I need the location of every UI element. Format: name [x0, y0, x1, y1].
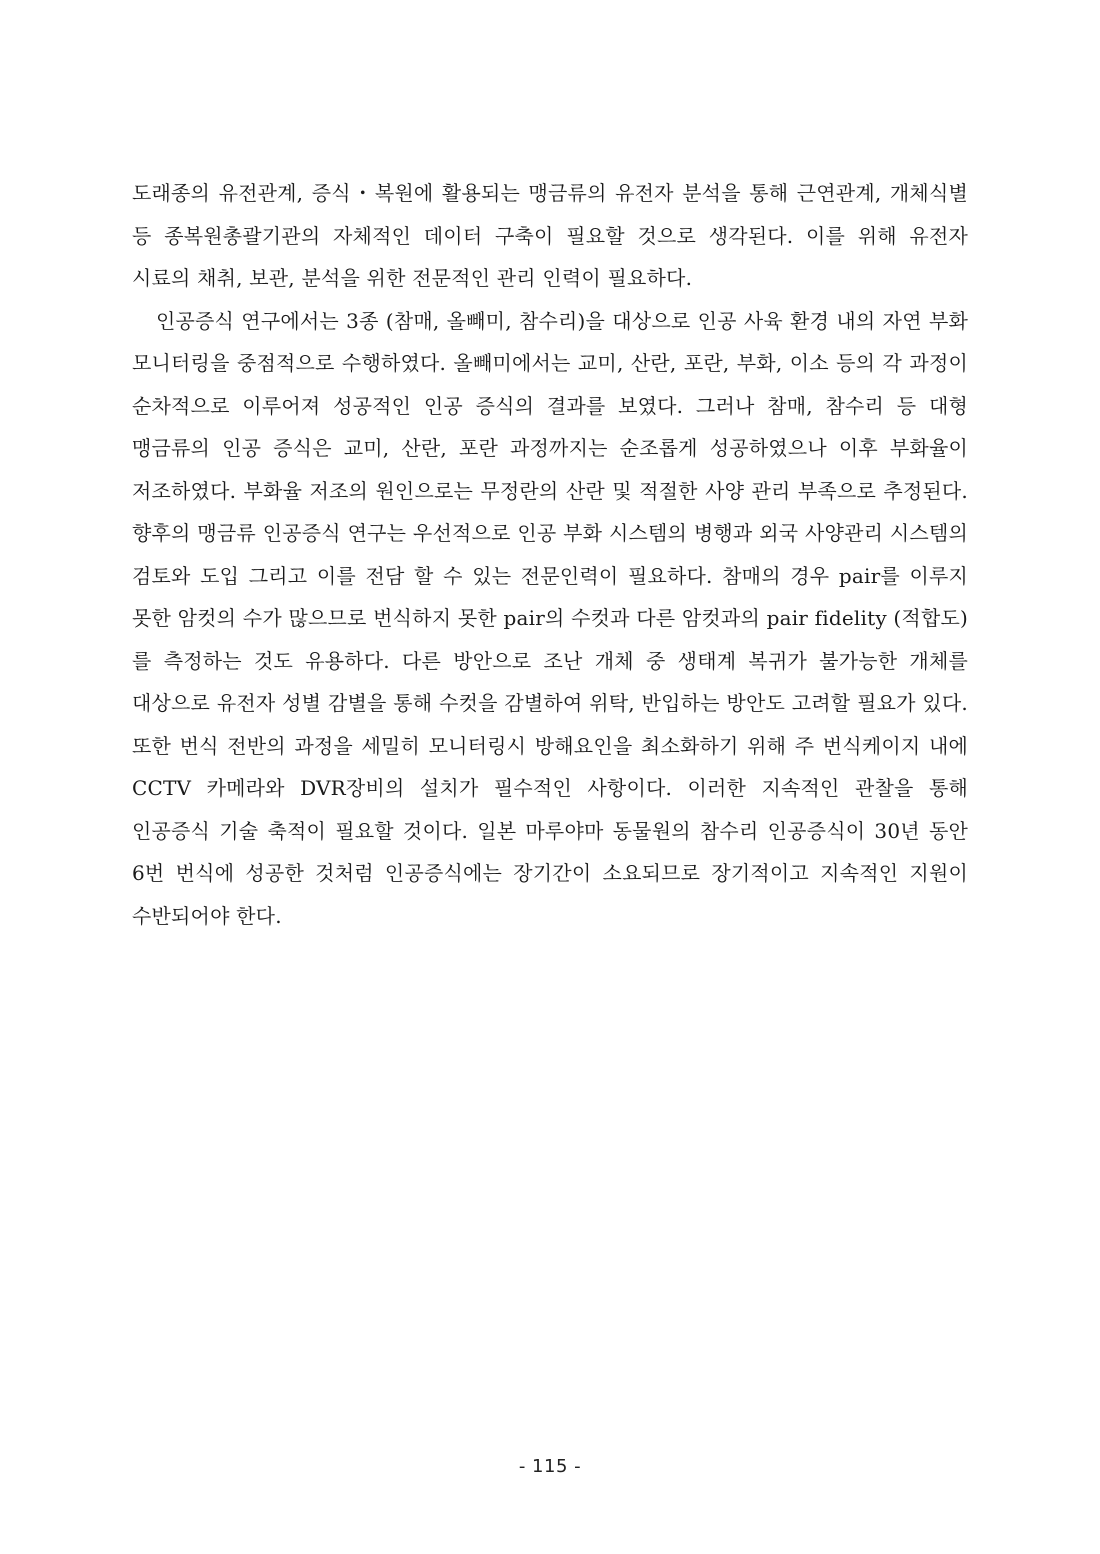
- page-body: [132, 172, 968, 937]
- body-paragraph: 도래종의 유전관계, 증식・복원에 활용되는 맹금류의 유전자 분석을 통해 근연관계, 개체식별 등 종복원총괄기관의 자체적인 데이터 구축이 필요할 것으로 생각된다. 이를 위해 유전자 시료의 채취, 보관, 분석을 위한 전문적인 관리 인력이 필요하다.: [132, 181, 968, 290]
- body-paragraph: 인공증식 연구에서는 3종 (참매, 올빼미, 참수리)을 대상으로 인공 사육 환경 내의 자연 부화 모니터링을 중점적으로 수행하였다. 올빼미에서는 교미, 산란, 포란, 부화, 이소 등의 각 과정이 순차적으로 이루어져 성공적인 인공 증식의 결과를 보였다. 그러나 참매, 참수리 등 대형 맹금류의 인공 증식은 교미, 산란, 포란 과정까지는 순조롭게 성공하였으나 이후 부화율이 저조하였다. 부화율 저조의 원인으로는 무정란의 산란 및 적절한 사양 관리 부족으로 추정된다. 향후의 맹금류 인공증식 연구는 우선적으로 인공 부화 시스템의 병행과 외국 사양관리 시스템의 검토와 도입 그리고 이를 전담 할 수 있는 전문인력이 필요하다. 참매의 경우 pair를 이루지 못한 암컷의 수가 많으므로 번식하지 못한 pair의 수컷과 다른 암컷과의 pair fidelity (적합도)를 측정하는 것도 유용하다. 다른 방안으로 조난 개체 중 생태계 복귀가 불가능한 개체를 대상으로 유전자 성별 감별을 통해 수컷을 감별하여 위탁, 반입하는 방안도 고려할 필요가 있다. 또한 번식 전반의 과정을 세밀히 모니터링시 방해요인을 최소화하기 위해 주 번식케이지 내에 CCTV 카메라와 DVR장비의 설치가 필수적인 사항이다. 이러한 지속적인 관찰을 통해 인공증식 기술 축적이 필요할 것이다. 일본 마루야마 동물원의 참수리 인공증식이 30년 동안 6번 번식에 성공한 것처럼 인공증식에는 장기간이 소요되므로 장기적이고 지속적인 지원이 수반되어야 한다.: [132, 308, 968, 928]
- page-number: - 115 -: [518, 1456, 582, 1477]
